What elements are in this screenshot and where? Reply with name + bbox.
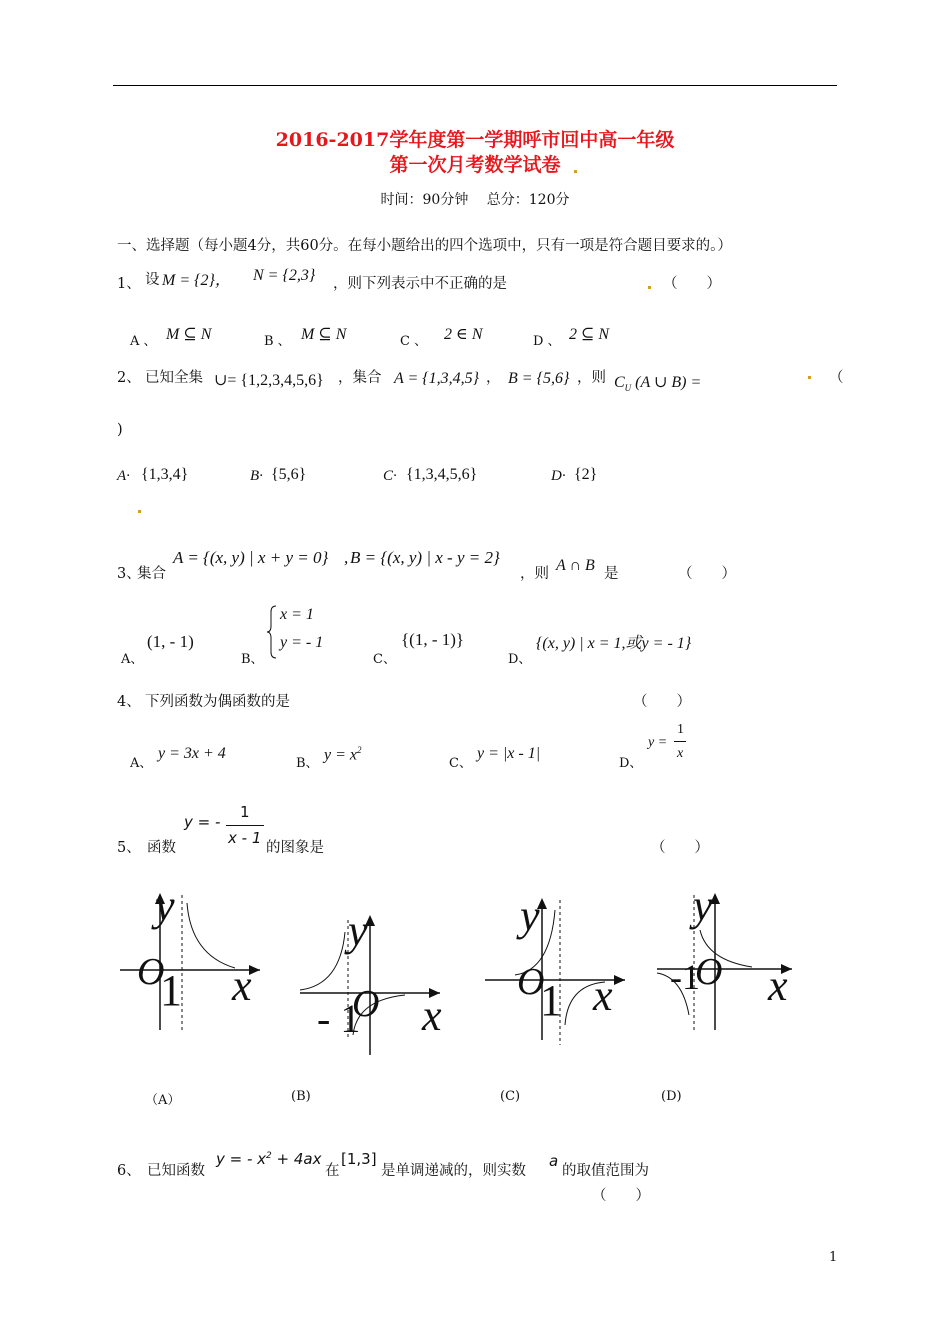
q4-option-c: y = |x - 1| [477, 745, 541, 762]
marker-dot [574, 170, 577, 173]
q4-option-b [324, 745, 362, 764]
q2-set-b: B = {5,6} [508, 370, 570, 387]
q6-pre: 已知函数 [147, 1163, 205, 1179]
graph-a-caption: （A） [145, 1093, 181, 1108]
q2-set-a: A = {1,3,4,5} [394, 370, 480, 387]
q6-param: a [549, 1152, 559, 1170]
graph-d-y-label: y [693, 881, 713, 930]
q2-mid1: ，集合 [338, 370, 382, 386]
graph-b-x-label: x [422, 991, 442, 1040]
q2-complement [614, 372, 701, 393]
q1-option-a: M ⊆ N [166, 326, 212, 343]
q3-post1: ，则 [520, 566, 549, 582]
q2-mid3: ，则 [577, 370, 606, 386]
graph-b-y-label: y [348, 906, 368, 955]
q3-intersection: A ∩ B [556, 557, 595, 574]
q2-option-d: {2} [574, 466, 598, 483]
q2-number: 2、 [117, 370, 141, 386]
time-info: 时间：90分钟 总分：120分 [380, 192, 570, 208]
q3-option-d-label: D、 [508, 652, 532, 667]
q1-option-a-label: A 、 [130, 334, 157, 349]
q2-c-subscript: U [624, 383, 632, 394]
q6-mid1: 在 [325, 1163, 340, 1179]
page-number: 1 [829, 1250, 838, 1265]
q3-option-d: {(x, y) | x = 1,或y = - 1} [536, 635, 692, 652]
q4-option-d-den: x [677, 746, 684, 761]
q4-option-b-base: y = x [324, 746, 357, 764]
q3-post2: 是 [604, 566, 619, 582]
q3-option-a-label: A、 [121, 652, 144, 667]
graph-c-x-label: x [593, 971, 613, 1020]
q4-option-c-label: C、 [449, 756, 472, 771]
q2-option-a-label: A· [117, 468, 130, 484]
q1-option-b: M ⊆ N [301, 326, 347, 343]
q6-interval: [1,3] [341, 1150, 377, 1168]
q2-pre: 已知全集 [145, 370, 203, 386]
q2-option-c-label: C· [383, 468, 397, 484]
q5-answer-paren: （ ） [651, 840, 709, 856]
graph-b-caption: (B) [291, 1089, 311, 1104]
q4-answer-paren: （ ） [633, 694, 691, 710]
graph-d-x-label: x [768, 961, 788, 1010]
q4-text: 下列函数为偶函数的是 [145, 694, 290, 710]
graph-b-one-label: - 1 [317, 996, 361, 1041]
q1-math-n: N = {2,3} [253, 267, 316, 284]
fraction-bar [674, 741, 686, 742]
q5-frac-num: 1 [240, 803, 250, 821]
q3-option-b-top: x = 1 [280, 606, 314, 623]
q2-paren-close: ) [117, 422, 123, 438]
graph-a-x-label: x [232, 961, 252, 1010]
q3-comma: , [344, 548, 349, 567]
q6-function-tail: + 4ax [271, 1150, 322, 1168]
q2-option-d-label: D· [551, 468, 566, 484]
q2-universal-set: ∪= {1,2,3,4,5,6} [214, 372, 324, 389]
q3-option-b-label: B、 [241, 652, 264, 667]
q3-set-b: B = {(x, y) | x - y = 2} [350, 548, 500, 567]
marker-dot [138, 510, 141, 513]
q3-set-a: A = {(x, y) | x + y = 0} [173, 548, 329, 567]
q3-pre: 集合 [137, 566, 166, 582]
q2-option-b: {5,6} [271, 466, 307, 483]
q6-function [216, 1150, 322, 1168]
q3-option-b-brace [266, 604, 278, 660]
q4-option-d-num: 1 [677, 722, 684, 737]
graph-c-caption: (C) [500, 1089, 521, 1104]
q2-c-expr: (A ∪ B) = [635, 374, 702, 391]
q6-post: 的取值范围为 [562, 1163, 649, 1179]
q1-option-d: 2 ⊆ N [569, 326, 610, 343]
q1-pre: 设 [145, 272, 160, 288]
graph-d-caption: (D) [661, 1089, 682, 1104]
q3-option-c-label: C、 [373, 652, 396, 667]
q2-mid2: ， [486, 370, 501, 386]
graph-c-y-label: y [520, 891, 540, 940]
q5-post: 的图象是 [266, 840, 324, 856]
q4-number: 4、 [117, 694, 141, 710]
graph-b-origin-label: O [352, 983, 380, 1025]
q2-option-b-label: B· [250, 468, 263, 484]
q1-math-m: M = {2}， [162, 272, 231, 289]
q4-option-a-label: A、 [130, 756, 153, 771]
graph-d-origin-label: O [695, 951, 723, 993]
graph-a-y-label: y [155, 881, 175, 930]
q1-option-b-label: B 、 [264, 334, 291, 349]
q6-function-base: y = - x [216, 1150, 267, 1168]
graph-c-one-label: 1 [540, 976, 562, 1025]
q4-option-b-label: B、 [296, 756, 319, 771]
q2-paren-open: （ [829, 370, 844, 386]
q1-option-c: 2 ∈ N [444, 326, 483, 343]
q3-number: 3、 [117, 566, 141, 582]
marker-dot [648, 286, 651, 289]
fraction-bar [226, 825, 264, 826]
q5-pre: 函数 [147, 840, 176, 856]
top-rule [113, 85, 837, 86]
q3-answer-paren: （ ） [678, 566, 736, 582]
q1-option-d-label: D 、 [533, 334, 561, 349]
graph-a-origin-label: O [137, 951, 165, 993]
graph-d-one-label: -1 [670, 957, 700, 997]
q1-answer-paren: （ ） [663, 276, 721, 292]
q1-post: ，则下列表示中不正确的是 [333, 276, 507, 292]
graph-a-one-label: 1 [160, 966, 182, 1015]
q6-function-exponent: 2 [266, 1151, 272, 1161]
q1-number: 1、 [117, 276, 141, 292]
q2-c-symbol: C [614, 374, 625, 391]
q4-option-b-exponent: 2 [357, 745, 362, 755]
q4-option-d-label: D、 [619, 756, 643, 771]
q1-option-c-label: C 、 [400, 334, 428, 349]
q5-frac-den: x - 1 [228, 829, 262, 847]
marker-dot [808, 376, 811, 379]
q5-number: 5、 [117, 840, 141, 856]
q2-option-c: {1,3,4,5,6} [406, 466, 478, 483]
q4-option-a: y = 3x + 4 [158, 745, 226, 762]
q6-mid2: 是单调递减的，则实数 [381, 1163, 526, 1179]
exam-title-line1: 2016-2017学年度第一学期呼市回中高一年级 [275, 129, 675, 151]
q3-option-b-bottom: y = - 1 [280, 634, 324, 651]
q5-math-pre: y = - [184, 813, 221, 831]
q3-option-c: {(1, - 1)} [401, 630, 465, 649]
exam-title-line2: 第一次月考数学试卷 [389, 154, 561, 176]
graph-c-origin-label: O [517, 961, 545, 1003]
section-heading: 一、选择题（每小题4分，共60分。在每小题给出的四个选项中，只有一项是符合题目要求的。） [117, 238, 732, 254]
q4-option-d-pre: y = [648, 735, 668, 750]
q2-option-a: {1,3,4} [141, 466, 189, 483]
q6-number: 6、 [117, 1163, 141, 1179]
q3-option-a: (1, - 1) [147, 632, 194, 651]
q6-answer-paren: （ ） [592, 1188, 650, 1204]
